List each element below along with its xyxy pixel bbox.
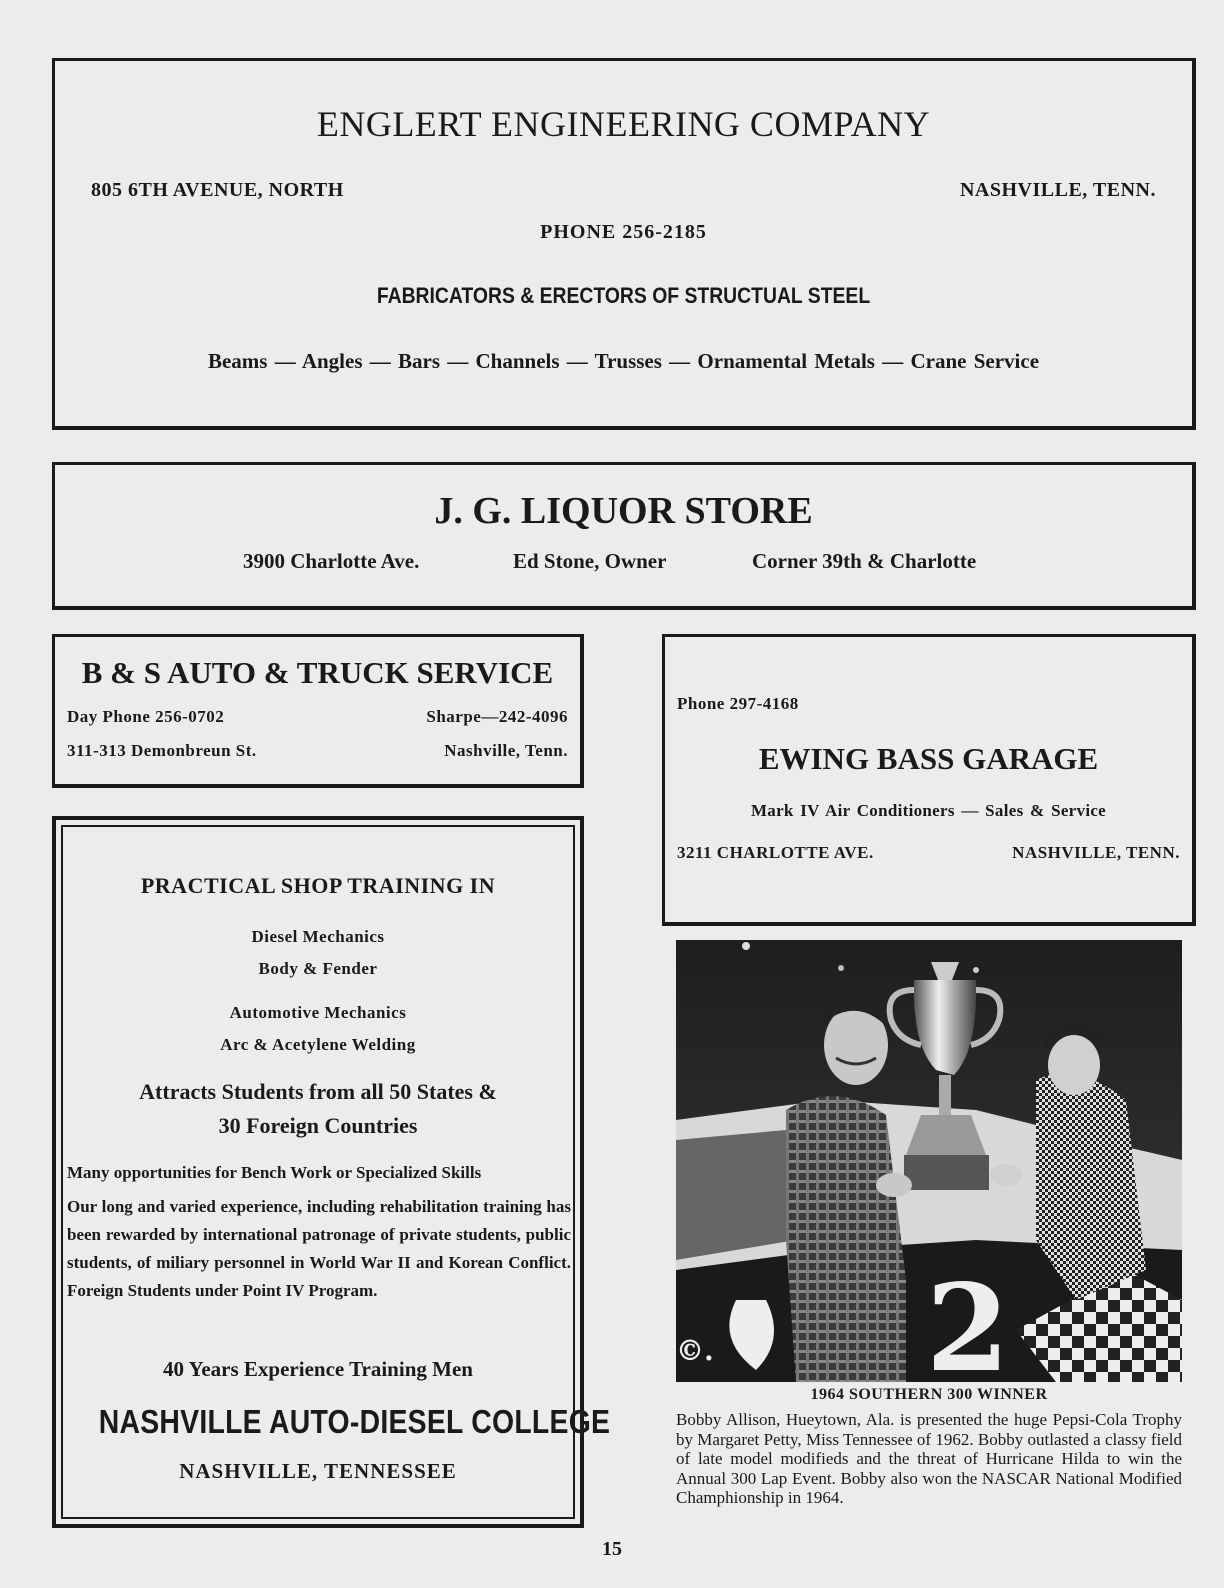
ewing-bass-ad xyxy=(662,634,1196,926)
bs-address: 311-313 Demonbreun St. xyxy=(67,741,257,760)
college-city: NASHVILLE, TENNESSEE xyxy=(179,1459,457,1483)
svg-text:©.: ©. xyxy=(676,1334,714,1367)
englert-tagline: FABRICATORS & ERECTORS OF STRUCTUAL STEEL xyxy=(376,283,871,308)
photo-caption: Bobby Allison, Hueytown, Ala. is presented the huge Pepsi-Cola Trophy by Margaret Petty, Miss Tennessee of 1962. Bobby outlasted a classy field of late model modifieds and the threat of Hurricane Hilda to win the Annual 300 Lap Event. Bobby also won the NASCAR National Modified Champhionship in 1964. xyxy=(676,1410,1182,1507)
liquor-store-corner: Corner 39th & Charlotte xyxy=(752,549,977,573)
college-heading: PRACTICAL SHOP TRAINING IN xyxy=(140,873,496,898)
course-item: Diesel Mechanics xyxy=(251,927,385,946)
course-item: Body & Fender xyxy=(258,959,378,978)
college-opportunities: Many opportunities for Bench Work or Specialized Skills xyxy=(67,1163,482,1182)
liquor-store-owner: Ed Stone, Owner xyxy=(513,549,667,573)
bs-auto-name: B & S AUTO & TRUCK SERVICE xyxy=(81,655,554,690)
liquor-store-address: 3900 Charlotte Ave. xyxy=(243,549,420,573)
bs-sharpe-phone: Sharpe—242-4096 xyxy=(426,707,568,726)
englert-company-name: ENGLERT ENGINEERING COMPANY xyxy=(316,104,931,144)
bs-day-phone: Day Phone 256-0702 xyxy=(67,707,225,726)
bs-city: Nashville, Tenn. xyxy=(444,741,568,760)
ewing-phone: Phone 297-4168 xyxy=(677,694,799,713)
trophy-photo xyxy=(676,940,1182,1382)
college-attracts-line1: Attracts Students from all 50 States & xyxy=(139,1079,497,1104)
englert-city: NASHVILLE, TENN. xyxy=(959,179,1156,201)
car-number: 2 xyxy=(926,1258,1010,1382)
ewing-address: 3211 CHARLOTTE AVE. xyxy=(677,843,874,862)
page-number: 15 xyxy=(602,1538,622,1560)
englert-ad xyxy=(52,58,1196,430)
liquor-store-ad xyxy=(52,462,1196,610)
ewing-name: EWING BASS GARAGE xyxy=(758,741,1099,776)
bs-auto-ad xyxy=(52,634,584,788)
englert-phone: PHONE 256-2185 xyxy=(540,221,707,243)
liquor-store-name: J. G. LIQUOR STORE xyxy=(434,490,813,532)
course-item: Arc & Acetylene Welding xyxy=(220,1035,416,1054)
photo-caption-title: 1964 SOUTHERN 300 WINNER xyxy=(810,1386,1048,1403)
englert-address: 805 6TH AVENUE, NORTH xyxy=(91,179,344,201)
college-paragraph: Our long and varied experience, including rehabilitation training has been rewarded by international patronage of private students, public students, of miliary personnel in World War II and Korean Conflict. Foreign Students under Point IV Program. xyxy=(67,1197,571,1300)
college-attracts-line2: 30 Foreign Countries xyxy=(218,1113,418,1138)
college-ad xyxy=(52,816,611,1528)
college-years: 40 Years Experience Training Men xyxy=(163,1357,473,1381)
ewing-city: NASHVILLE, TENN. xyxy=(1012,843,1180,862)
college-ad-inner-border xyxy=(61,825,611,1519)
college-name: NASHVILLE AUTO-DIESEL COLLEGE xyxy=(98,1403,611,1440)
ewing-service: Mark IV Air Conditioners — Sales & Service xyxy=(750,801,1107,820)
trophy-photo-illustration xyxy=(676,940,1182,1382)
englert-products: Beams — Angles — Bars — Channels — Trusses — Ornamental Metals — Crane Service xyxy=(207,349,1040,373)
course-item: Automotive Mechanics xyxy=(229,1003,407,1022)
